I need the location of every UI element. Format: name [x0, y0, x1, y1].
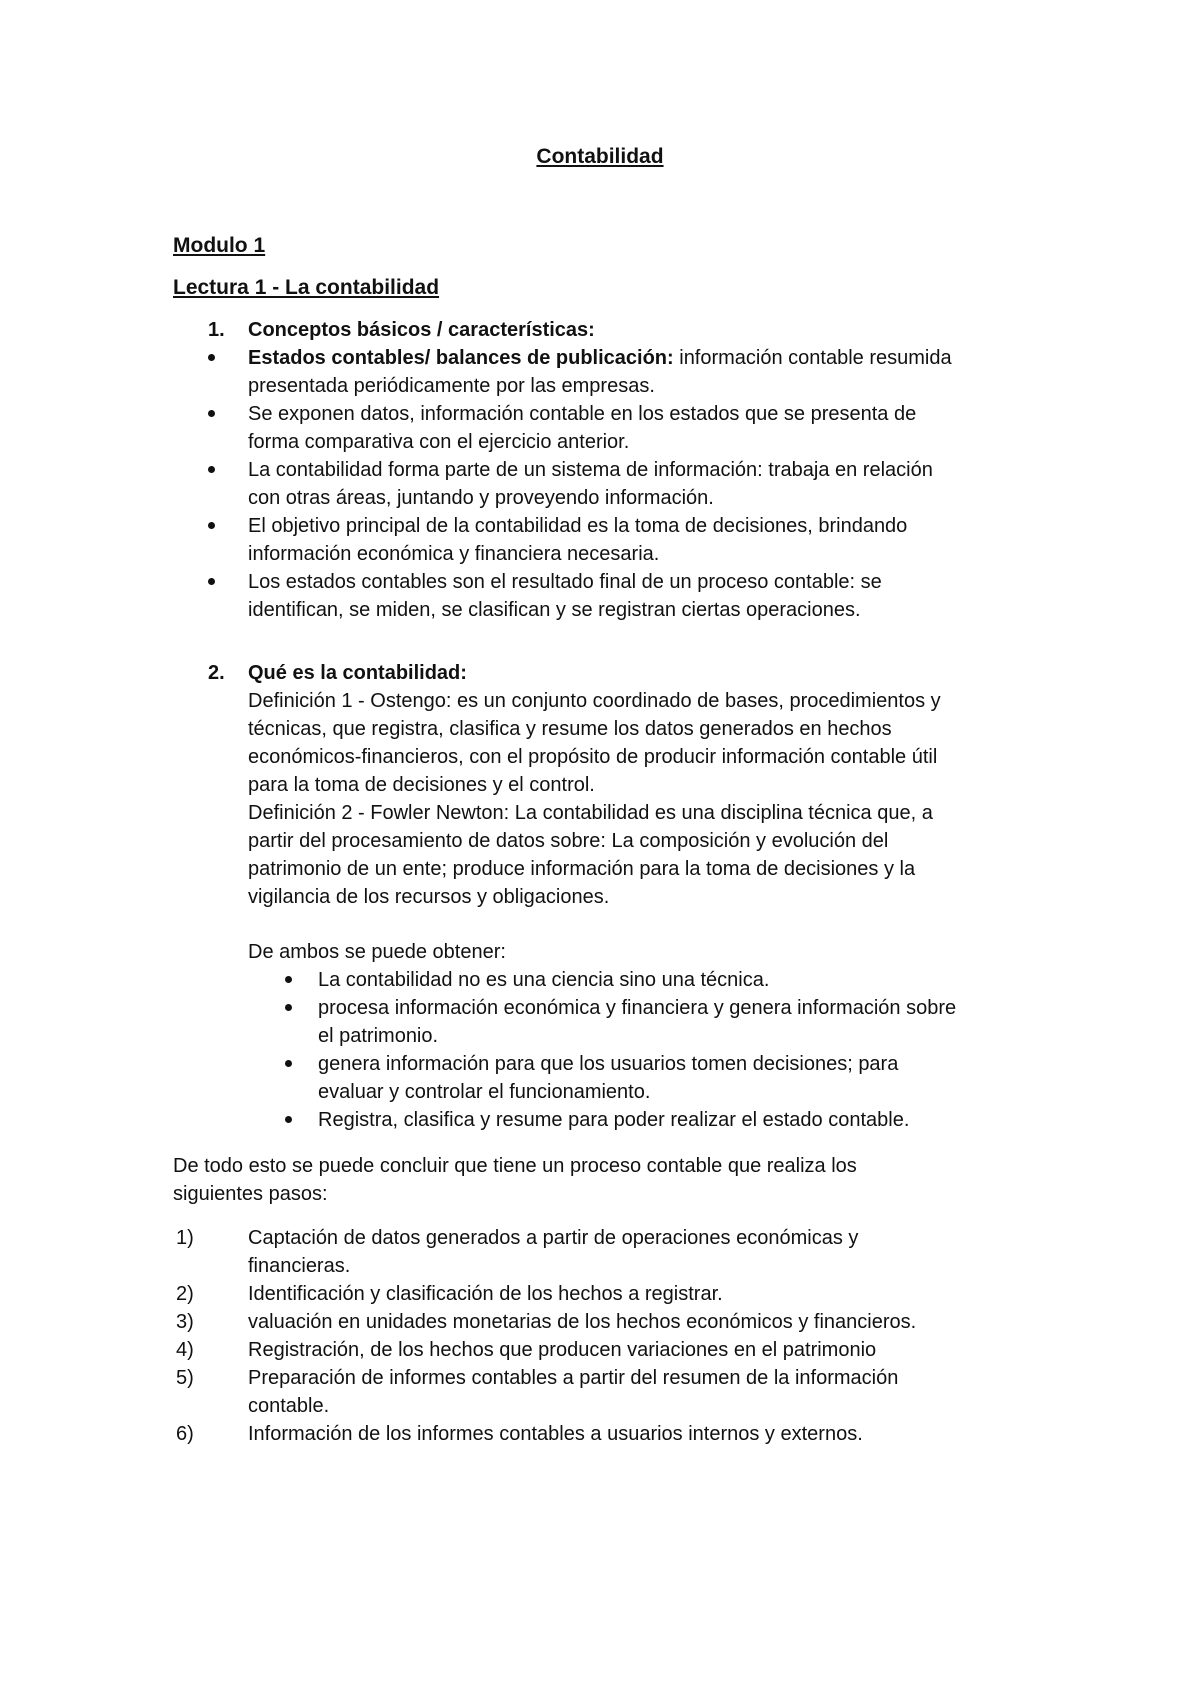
definition-2-line: vigilancia de los recursos y obligaciones.: [248, 886, 610, 908]
step-number: 5): [176, 1367, 194, 1389]
step-number: 3): [176, 1311, 194, 1333]
bullet-icon: [205, 407, 217, 419]
bullet-line: Los estados contables son el resultado final de un proceso contable: se: [248, 571, 882, 593]
bullet-line: Se exponen datos, información contable en los estados que se presenta de: [248, 403, 917, 425]
step-line: Información de los informes contables a usuarios internos y externos.: [248, 1423, 863, 1445]
bullet-icon: [205, 519, 217, 531]
bullet-icon: [205, 351, 217, 363]
module-heading: Modulo 1: [173, 234, 266, 257]
bullet-text: información contable resumida: [673, 347, 952, 369]
step-line: contable.: [248, 1395, 330, 1417]
summary-bullet-line: genera información para que los usuarios tomen decisiones; para: [318, 1053, 899, 1075]
section-1-number: 1.: [208, 319, 225, 341]
bullet-icon: [282, 1113, 294, 1125]
step-number: 2): [176, 1283, 194, 1305]
step-line: valuación en unidades monetarias de los hechos económicos y financieros.: [248, 1311, 917, 1333]
bullet-line: [248, 344, 952, 372]
section-2-number: 2.: [208, 662, 225, 684]
bullet-lead: Estados contables/ balances de publicación:: [248, 347, 674, 369]
definition-2-line: patrimonio de un ente; produce información para la toma de decisiones y la: [248, 858, 916, 880]
definition-1-line: económicos-financieros, con el propósito de producir información contable útil: [248, 746, 938, 768]
step-line: Captación de datos generados a partir de operaciones económicas y: [248, 1227, 859, 1249]
bullet-icon: [205, 575, 217, 587]
bullet-line: presentada periódicamente por las empresas.: [248, 375, 655, 397]
summary-bullet-line: el patrimonio.: [318, 1025, 439, 1047]
conclusion-line: siguientes pasos:: [173, 1183, 328, 1205]
summary-bullet-line: evaluar y controlar el funcionamiento.: [318, 1081, 651, 1103]
bullet-line: identifican, se miden, se clasifican y se registran ciertas operaciones.: [248, 599, 861, 621]
definition-1-line: Definición 1 - Ostengo: es un conjunto coordinado de bases, procedimientos y: [248, 690, 941, 712]
definition-2-line: Definición 2 - Fowler Newton: La contabilidad es una disciplina técnica que, a: [248, 802, 933, 824]
bullet-icon: [282, 973, 294, 985]
bullet-icon: [282, 1001, 294, 1013]
summary-bullet-line: Registra, clasifica y resume para poder realizar el estado contable.: [318, 1109, 910, 1131]
summary-bullet-line: procesa información económica y financiera y genera información sobre: [318, 997, 957, 1019]
step-number: 4): [176, 1339, 194, 1361]
step-line: Registración, de los hechos que producen variaciones en el patrimonio: [248, 1339, 877, 1361]
bullet-icon: [282, 1057, 294, 1069]
section-1-heading: Conceptos básicos / características:: [248, 319, 595, 341]
step-number: 1): [176, 1227, 194, 1249]
bullet-line: El objetivo principal de la contabilidad es la toma de decisiones, brindando: [248, 515, 908, 537]
summary-intro: De ambos se puede obtener:: [248, 941, 506, 963]
step-line: Preparación de informes contables a partir del resumen de la información: [248, 1367, 899, 1389]
section-2-heading: Qué es la contabilidad:: [248, 662, 467, 684]
definition-1-line: técnicas, que registra, clasifica y resume los datos generados en hechos: [248, 718, 892, 740]
bullet-icon: [205, 463, 217, 475]
definition-1-line: para la toma de decisiones y el control.: [248, 774, 595, 796]
step-line: Identificación y clasificación de los hechos a registrar.: [248, 1283, 723, 1305]
bullet-line: La contabilidad forma parte de un sistema de información: trabaja en relación: [248, 459, 933, 481]
definition-2-line: partir del procesamiento de datos sobre: La composición y evolución del: [248, 830, 889, 852]
summary-bullet-line: La contabilidad no es una ciencia sino una técnica.: [318, 969, 770, 991]
lecture-heading: Lectura 1 - La contabilidad: [173, 276, 440, 299]
bullet-line: forma comparativa con el ejercicio anterior.: [248, 431, 630, 453]
step-number: 6): [176, 1423, 194, 1445]
step-line: financieras.: [248, 1255, 351, 1277]
conclusion-line: De todo esto se puede concluir que tiene un proceso contable que realiza los: [173, 1155, 857, 1177]
document-title: Contabilidad: [536, 145, 664, 168]
bullet-line: información económica y financiera necesaria.: [248, 543, 660, 565]
bullet-line: con otras áreas, juntando y proveyendo información.: [248, 487, 714, 509]
